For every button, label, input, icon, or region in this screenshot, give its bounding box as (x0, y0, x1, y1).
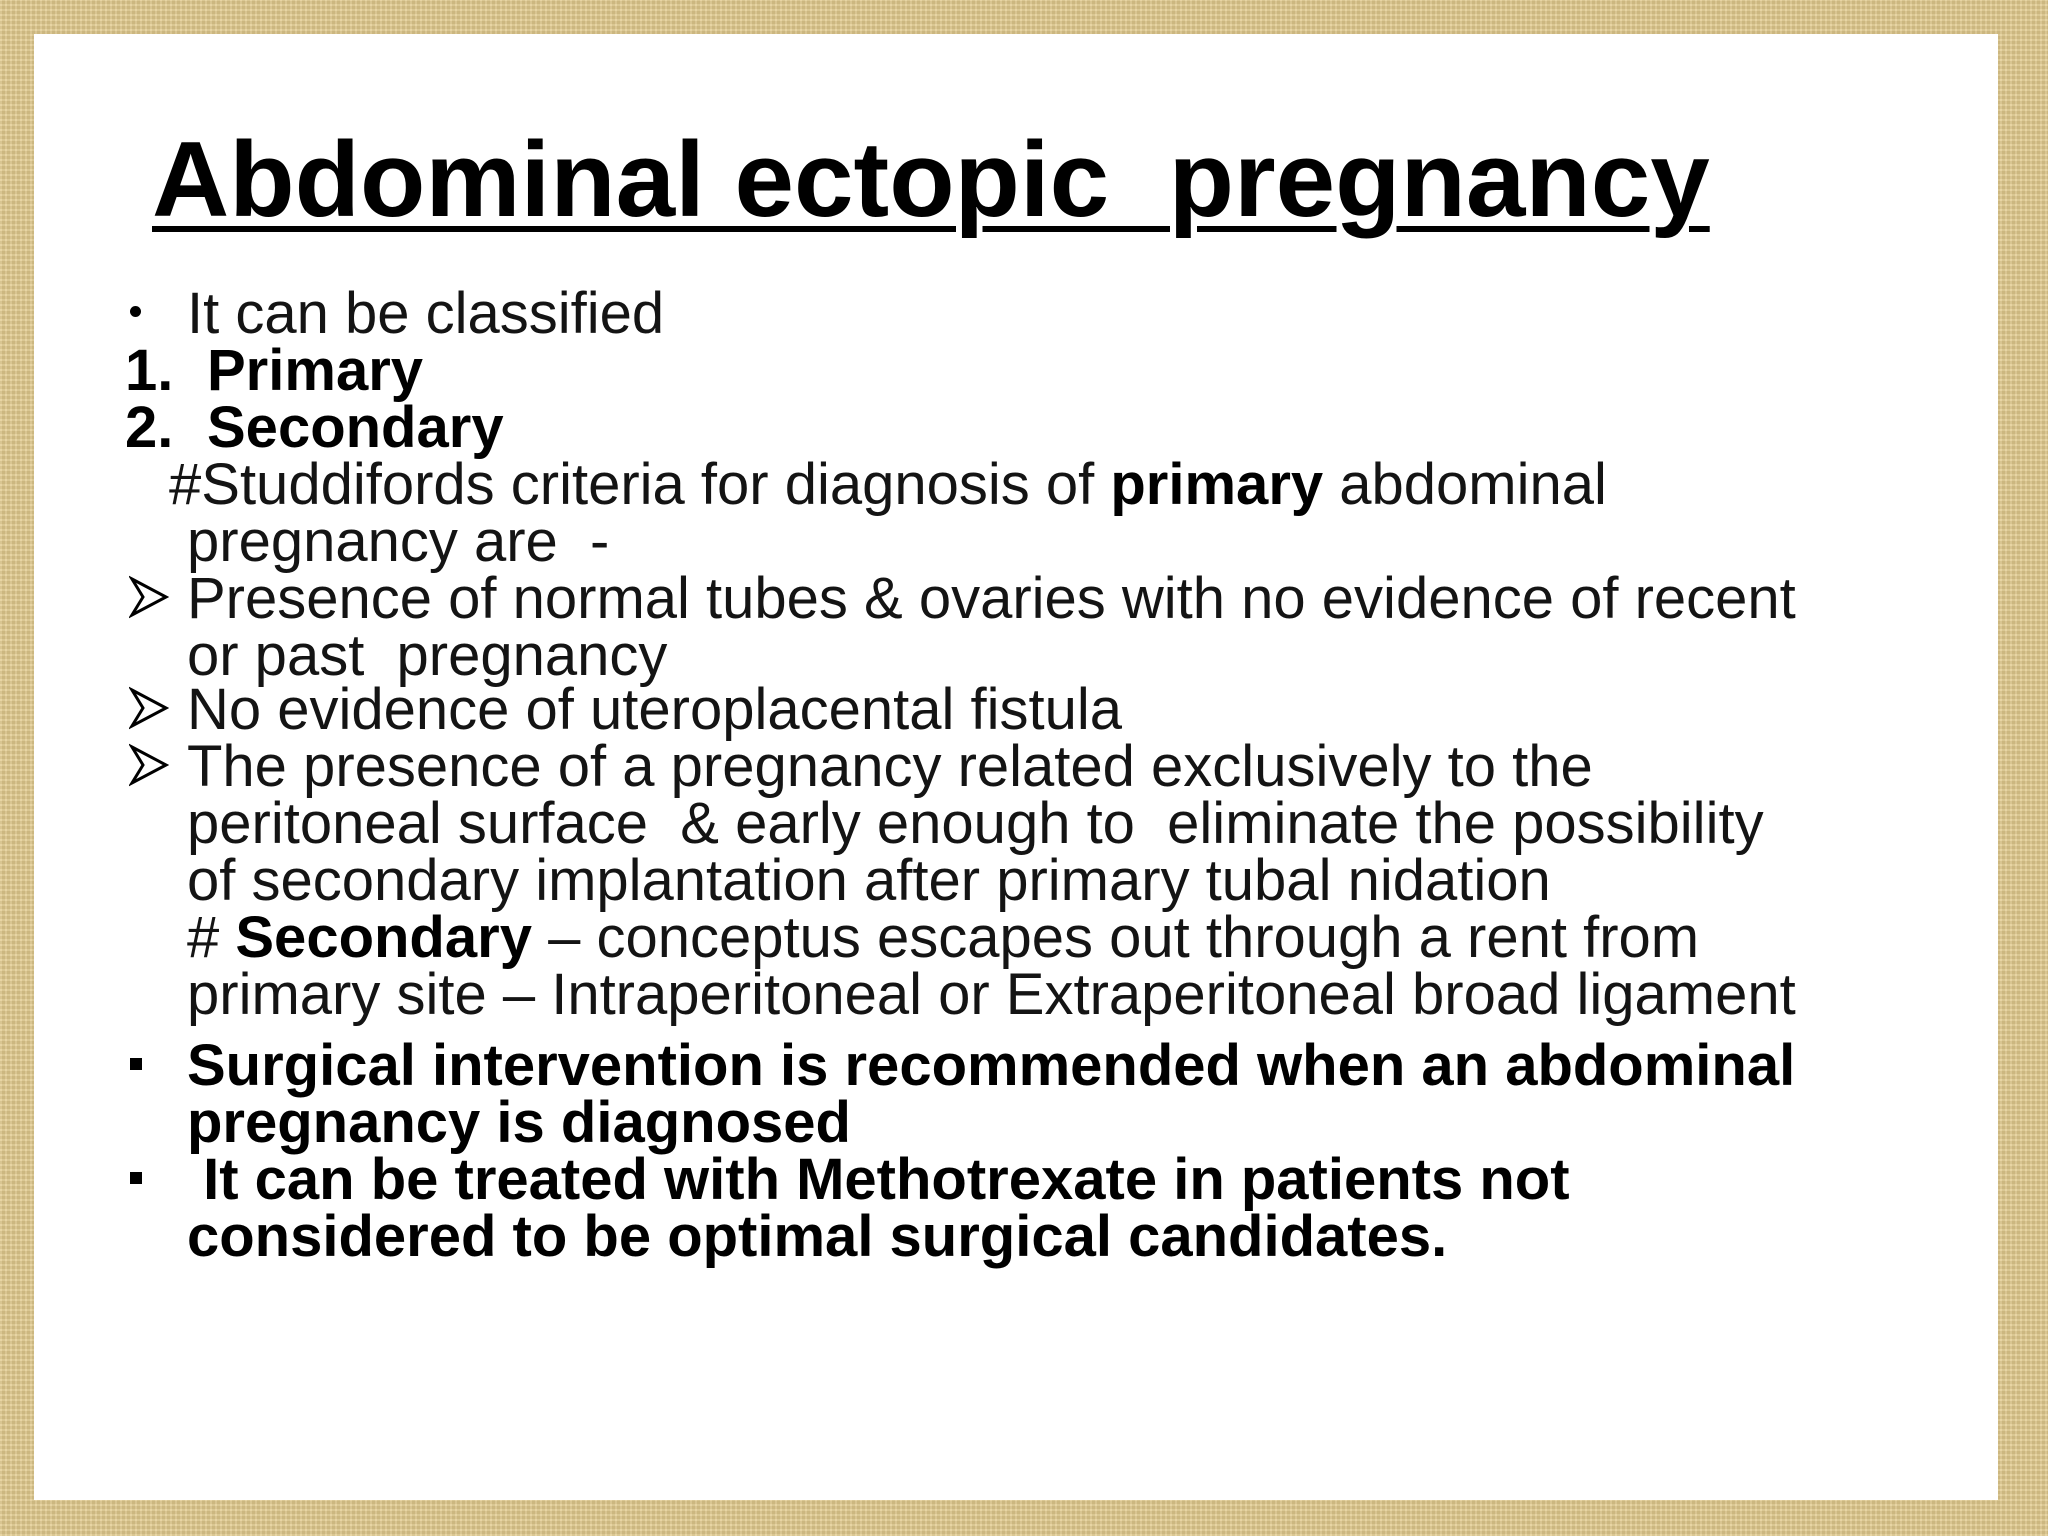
secondary-note-prefix: # (187, 905, 236, 970)
secondary-note-suffix: – conceptus escapes out through a rent from (531, 905, 1700, 970)
criterion-line: or past pregnancy (187, 623, 668, 688)
criterion-line: The presence of a pregnancy related exclusively to the (187, 734, 1593, 799)
criterion-line: peritoneal surface & early enough to eliminate the possibility (187, 791, 1764, 856)
square-bullet-icon (130, 1172, 142, 1184)
treatment-line: Surgical intervention is recommended when an abdominal (187, 1033, 1796, 1098)
arrow-bullet-icon (129, 743, 169, 787)
criteria-heading-line2: pregnancy are - (187, 509, 610, 574)
arrow-bullet-icon (129, 575, 169, 619)
intro-text: It can be classified (187, 281, 665, 346)
treatment-line: considered to be optimal surgical candidates. (187, 1204, 1448, 1269)
secondary-note (187, 905, 1700, 970)
slide-panel (34, 34, 1998, 1500)
criterion-line: No evidence of uteroplacental fistula (187, 677, 1123, 742)
criteria-heading (169, 452, 1607, 517)
square-bullet-icon (130, 1058, 142, 1070)
criteria-heading-emphasis: primary (1110, 452, 1324, 517)
treatment-line: It can be treated with Methotrexate in patients not (187, 1147, 1570, 1212)
criteria-heading-prefix: #Studdifords criteria for diagnosis of (169, 452, 1111, 517)
criterion-line: of secondary implantation after primary tubal nidation (187, 848, 1551, 913)
slide-title: Abdominal ectopic pregnancy (152, 119, 1710, 239)
classification-primary: Primary (207, 338, 424, 403)
treatment-line: pregnancy is diagnosed (187, 1090, 851, 1155)
classification-number: 2. (125, 395, 174, 460)
classification-number: 1. (125, 338, 174, 403)
criterion-line: Presence of normal tubes & ovaries with no evidence of recent (187, 566, 1796, 631)
bullet-dot-icon (130, 306, 141, 317)
classification-secondary: Secondary (207, 395, 504, 460)
secondary-note-line2: primary site – Intraperitoneal or Extraperitoneal broad ligament (187, 962, 1796, 1027)
criteria-heading-suffix: abdominal (1323, 452, 1607, 517)
secondary-note-emphasis: Secondary (235, 905, 532, 970)
arrow-bullet-icon (129, 686, 169, 730)
